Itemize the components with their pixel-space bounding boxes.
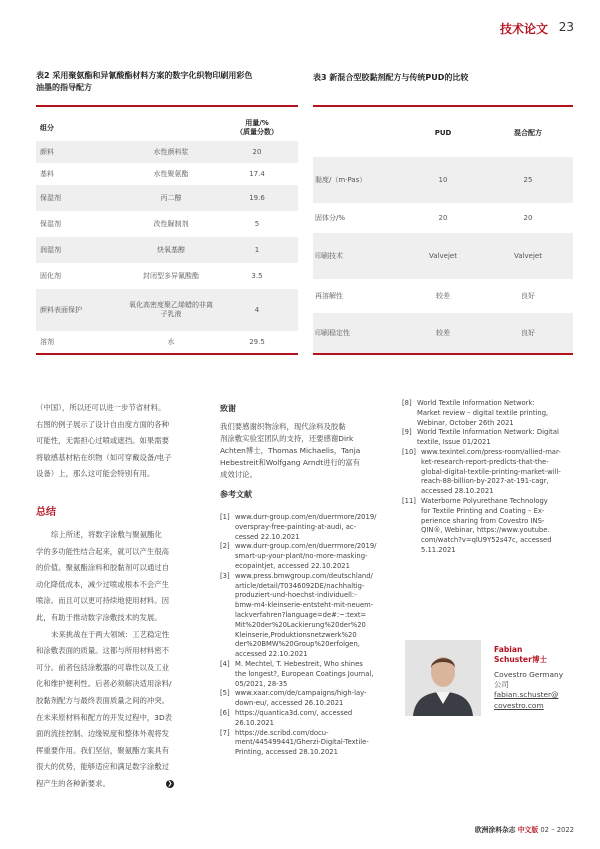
row-hybrid: 25 [523, 175, 533, 184]
table3-col-pud: PUD [434, 128, 452, 137]
table3-header-row [313, 125, 573, 141]
table-row [313, 233, 573, 279]
reference-number: [11] [402, 496, 416, 505]
ref-line: www.xaar.com/de/campaigns/high-lay- [235, 689, 367, 698]
conclusion-text [36, 527, 208, 793]
row-group: 颜料表面保护 [40, 305, 82, 314]
text-line: 和涂敷表面的质量。这都与所用材料密不 [36, 646, 170, 656]
author-org-line2: 公司 [494, 680, 509, 690]
row-material: 水性颜料浆 [153, 147, 189, 156]
author-name-line1: Fabian [494, 645, 523, 654]
footer-issue: 02 – 2022 [540, 826, 574, 834]
table-row [36, 185, 298, 211]
ref-line: https://de.scribd.com/docu- [235, 728, 329, 737]
row-amount: 20 [252, 147, 262, 156]
ref-line: reach-88-billion-by-2027-at-191-cagr, [421, 477, 549, 486]
table-row [36, 141, 298, 163]
row-amount: 1 [254, 245, 260, 254]
reference-text [235, 572, 396, 660]
references-list-a [220, 513, 396, 758]
page-number: 23 [558, 20, 574, 34]
text-line: 程产生的各种新要求。 [36, 778, 110, 788]
reference-item [402, 428, 574, 448]
text-line: 动化降低成本，减少过喷或根本不会产生 [36, 579, 170, 589]
reference-text [235, 709, 396, 729]
row-amount: 4 [254, 305, 260, 314]
ref-line: ket-research-report-predicts-that-the- [421, 457, 549, 466]
ref-line: cessed 22.10.2021 [235, 532, 300, 541]
row-group: 润湿剂 [40, 245, 61, 254]
text-line: Achten博士，Thomas Michaelis，Tanja [220, 446, 361, 455]
table-row [36, 331, 298, 353]
ref-line: World Textile Information Network: [417, 399, 535, 407]
table-row [313, 203, 573, 233]
ref-line: textile, Issue 01/2021 [417, 438, 491, 447]
ref-line: 26.10.2021 [235, 718, 274, 727]
ref-line: Market review – digital textile printing, [417, 408, 549, 417]
text-line: 可分。前者包括涂敷器的可靠性以及工业 [36, 662, 170, 672]
ref-line: www.durr-group.com/en/duerrmore/2019/ [235, 513, 377, 521]
row-material: 改性脲制剂 [153, 219, 189, 228]
row-amount: 29.5 [249, 337, 265, 346]
text-line: 在未来原材料和配方的开发过程中，3D表 [36, 712, 173, 722]
row-pud: 20 [438, 213, 448, 222]
reference-text [417, 399, 574, 428]
reference-number: [6] [220, 708, 230, 717]
row-hybrid: 20 [523, 213, 533, 222]
page-header [0, 0, 600, 46]
reference-item [402, 448, 574, 497]
row-pud: Valvejet [429, 251, 457, 260]
ref-line: World Textile Information Network: Digital [417, 428, 559, 437]
table3-bottom-rule [313, 353, 573, 355]
table-row [36, 237, 298, 263]
table2-header-row [36, 115, 298, 141]
author-name [494, 645, 547, 665]
row-group: 颜料 [40, 147, 54, 156]
acknowledgement-text [220, 421, 396, 481]
table2-col-amount [216, 119, 298, 137]
row-group: 保湿剂 [40, 193, 61, 202]
reference-item [402, 399, 574, 428]
text-line: Hebestreit和Wolfgang Arndt进行的富有 [220, 458, 361, 467]
ref-line: produziert-und-hoechst-individuell:- [235, 591, 357, 600]
table-row [36, 211, 298, 237]
ref-line: der%20BMW%20Group%20erfolgen, [235, 640, 360, 649]
row-group: 基料 [40, 169, 54, 178]
row-group: 溶剂 [40, 337, 54, 346]
row-material: 封闭型多异氰酸酯 [143, 271, 199, 280]
page-footer [475, 824, 574, 834]
text-line: （中国），所以还可以进一步节省材料。 [36, 403, 166, 412]
row-label: 印刷稳定性 [315, 328, 350, 337]
reference-text [235, 542, 396, 571]
ref-line: the longest?, European Coatings Journal, [235, 669, 374, 678]
ref-line: bmw-m4-kleinserie-entsteht-mit-neuem- [235, 601, 374, 610]
ref-line: overspray-free-painting-at-audi, ac- [235, 522, 357, 531]
table3-title: 表3 新混合型胶黏剂配方与传统PUD的比较 [313, 73, 469, 82]
reference-text [417, 428, 574, 448]
text-line: 剂涂敷实验室团队的支持，还要感谢Dirk [220, 434, 354, 443]
reference-item [220, 660, 396, 689]
reference-item [220, 729, 396, 758]
table-row [36, 289, 298, 331]
row-group: 固化剂 [40, 271, 61, 280]
table3 [313, 105, 573, 355]
reference-text [235, 689, 396, 709]
ref-line: www.texintel.com/press-room/allied-mar- [421, 447, 561, 456]
row-material-line2: 子乳液 [160, 310, 182, 318]
table2 [36, 105, 298, 355]
row-pud: 较差 [436, 328, 450, 337]
reference-item [220, 689, 396, 709]
text-line: 挥重要作用。我们坚信，聚氨酯方案具有 [36, 745, 170, 755]
author-email-line2[interactable]: covestro.com [494, 700, 544, 710]
ref-line: 5.11.2021 [421, 545, 456, 554]
ref-line: article/detail/T0346092DE/nachhaltig- [235, 581, 365, 590]
table2-col-amount-line2: （质量分数） [236, 128, 278, 136]
row-label: 印刷技术 [315, 251, 343, 260]
reference-item [220, 709, 396, 729]
ref-line: accessed 22.10.2021 [235, 650, 308, 659]
table-row [313, 157, 573, 203]
row-material: 炔氧基醇 [157, 245, 185, 254]
text-line: 化和维护便利性。后者必须解决适用涂料/ [36, 679, 172, 689]
ref-line: M. Mechtel, T. Hebestreit, Who shines [235, 659, 363, 668]
reference-number: [2] [220, 542, 230, 551]
text-line: 学的多功能性结合起来，就可以产生很高 [36, 546, 170, 556]
row-group: 保湿剂 [40, 219, 61, 228]
table2-title-line2: 油墨的指导配方 [36, 83, 92, 92]
reference-number: [10] [402, 447, 416, 456]
references-heading: 参考文献 [220, 490, 252, 499]
table-row [313, 279, 573, 313]
footer-magazine: 欧洲涂料杂志 [474, 826, 516, 834]
reference-text [235, 513, 396, 542]
author-email-line1[interactable]: fabian.schuster@ [494, 690, 559, 700]
acknowledgement-heading: 致谢 [220, 404, 236, 413]
reference-number: [1] [220, 513, 230, 521]
ref-line: Kleinserie,Produktionsnetzwerk%20 [235, 630, 357, 639]
text-line: 未来挑战在于两大领域：工艺稳定性 [51, 629, 170, 639]
footer-edition: 中文版 [517, 826, 539, 834]
reference-number: [5] [220, 689, 230, 698]
author-portrait-icon [405, 640, 481, 716]
ref-line: ment/445499441/Gherzi-Digital-Textile- [235, 738, 369, 747]
reference-text [421, 448, 574, 497]
row-label: 黏度/（m·Pas） [315, 175, 367, 184]
text-line: 很大的优势，能够适应和满足数字涂敷过 [36, 762, 170, 772]
row-pud: 10 [438, 175, 448, 184]
author-name-line2: Schuster博士 [494, 655, 548, 664]
text-line: 喷涂。而且可以更可持续地使用材料。因 [36, 596, 170, 606]
row-hybrid: 良好 [521, 291, 535, 300]
table2-bottom-rule [36, 353, 298, 355]
ref-line: https://quantica3d.com/, accessed [235, 708, 353, 717]
row-amount: 17.4 [249, 169, 265, 178]
table3-top-rule [313, 105, 573, 107]
ref-line: www.press.bmwgroup.com/deutschland/ [235, 571, 373, 580]
references-list-b [402, 399, 574, 556]
end-of-article-icon: ❯ [167, 779, 173, 787]
reference-text [421, 497, 574, 556]
ref-line: for Textile Printing and Coating – Ex- [421, 506, 545, 515]
ref-line: Printing, accessed 28.10.2021 [235, 748, 338, 757]
ref-line: smart-up-your-plant/no-more-masking- [235, 552, 368, 561]
ref-line: com/watch?v=qlU9Y52s47c, accessed [421, 536, 552, 545]
intro-text [36, 400, 208, 483]
ref-line: Waterborne Polyurethane Technology [421, 496, 548, 505]
ref-line: 05/2021, 28-35 [235, 679, 288, 688]
table2-col-component: 组分 [40, 123, 54, 132]
author-photo [405, 640, 481, 716]
row-material: 丙二醇 [160, 193, 182, 202]
text-line: 设备）上，那么这可能会特别有用。 [36, 469, 155, 479]
reference-item [402, 497, 574, 556]
text-line: 此，有助于推动数字涂敷技术的发展。 [36, 612, 162, 622]
ref-line: accessed 28.10.2021 [421, 487, 494, 496]
row-material: 水 [167, 337, 175, 346]
ref-line: down-eu/, accessed 26.10.2021 [235, 699, 344, 708]
row-amount: 3.5 [251, 271, 263, 280]
ref-line: QIN®, Webinar, https://www.youtube. [421, 526, 550, 535]
reference-number: [4] [220, 659, 230, 668]
text-line: 将敏感基材粘在织物（如可穿戴设备/电子 [36, 452, 172, 462]
row-material [126, 301, 216, 319]
row-hybrid: 良好 [521, 328, 535, 337]
table2-title [36, 70, 298, 94]
row-material: 水性聚氨酯 [153, 169, 189, 178]
table-row [36, 263, 298, 289]
reference-text [235, 660, 396, 689]
reference-number: [9] [402, 428, 412, 437]
text-line: 的价值。聚氨酯涂料和胶黏剂可以通过自 [36, 563, 170, 573]
table2-col-amount-line1: 用量/% [245, 119, 269, 127]
table-row [36, 163, 298, 185]
text-line: 右图的例子展示了设计自由度方面的各种 [36, 419, 170, 429]
reference-text [235, 729, 396, 758]
table3-col-hybrid: 混合配方 [514, 128, 542, 137]
ref-line: lackverfahren?language=de#:~:text= [235, 610, 367, 619]
reference-item [220, 572, 396, 660]
row-label: 固体分/% [315, 213, 346, 222]
ref-line: Mit%20der%20Lackierung%20der%20 [235, 620, 366, 629]
row-material-line1: 氧化高密度聚乙烯蜡的非离 [129, 301, 213, 309]
table2-top-rule [36, 105, 298, 107]
reference-item [220, 542, 396, 571]
row-label: 再溶解性 [315, 291, 343, 300]
text-line: 可能性，无需担心过喷或遮挡。如果需要 [36, 436, 170, 446]
reference-number: [7] [220, 728, 230, 737]
table2-title-line1: 表2 采用聚氨酯和异氰酸酯材料方案的数字化织物印刷用彩色 [36, 71, 253, 80]
section-title: 技术论文 [499, 22, 548, 36]
reference-number: [3] [220, 571, 230, 580]
author-org-line1: Covestro Germany [494, 670, 564, 679]
row-pud: 较差 [436, 291, 450, 300]
ref-line: ecopaintjet, accessed 22.10.2021 [235, 561, 350, 570]
author-info [494, 670, 574, 711]
text-line-last [36, 776, 208, 793]
ref-line: www.durr-group.com/en/duerrmore/2019/ [235, 542, 377, 551]
text-line: 成效讨论。 [220, 470, 257, 479]
text-line: 我们要感谢织物涂料，现代涂料及胶黏 [220, 422, 346, 431]
table-row [313, 313, 573, 353]
row-amount: 5 [254, 219, 260, 228]
ref-line: Webinar, October 26th 2021 [417, 418, 514, 427]
reference-number: [8] [402, 399, 412, 407]
ref-line: global-digital-textile-printing-market-will- [421, 467, 561, 476]
text-line: 综上所述，将数字涂敷与聚氨酯化 [51, 530, 162, 539]
row-hybrid: Valvejet [514, 251, 542, 260]
text-line: 胶黏剂配方与最终表面质量之间的冲突。 [36, 695, 170, 705]
text-line: 面的流挂控制、边缘锐度和整体外观将发 [36, 729, 170, 739]
row-amount: 19.6 [249, 193, 265, 202]
conclusion-heading: 总结 [36, 507, 56, 518]
ref-line: perience sharing from Covestro INS- [421, 516, 545, 525]
reference-item [220, 513, 396, 542]
